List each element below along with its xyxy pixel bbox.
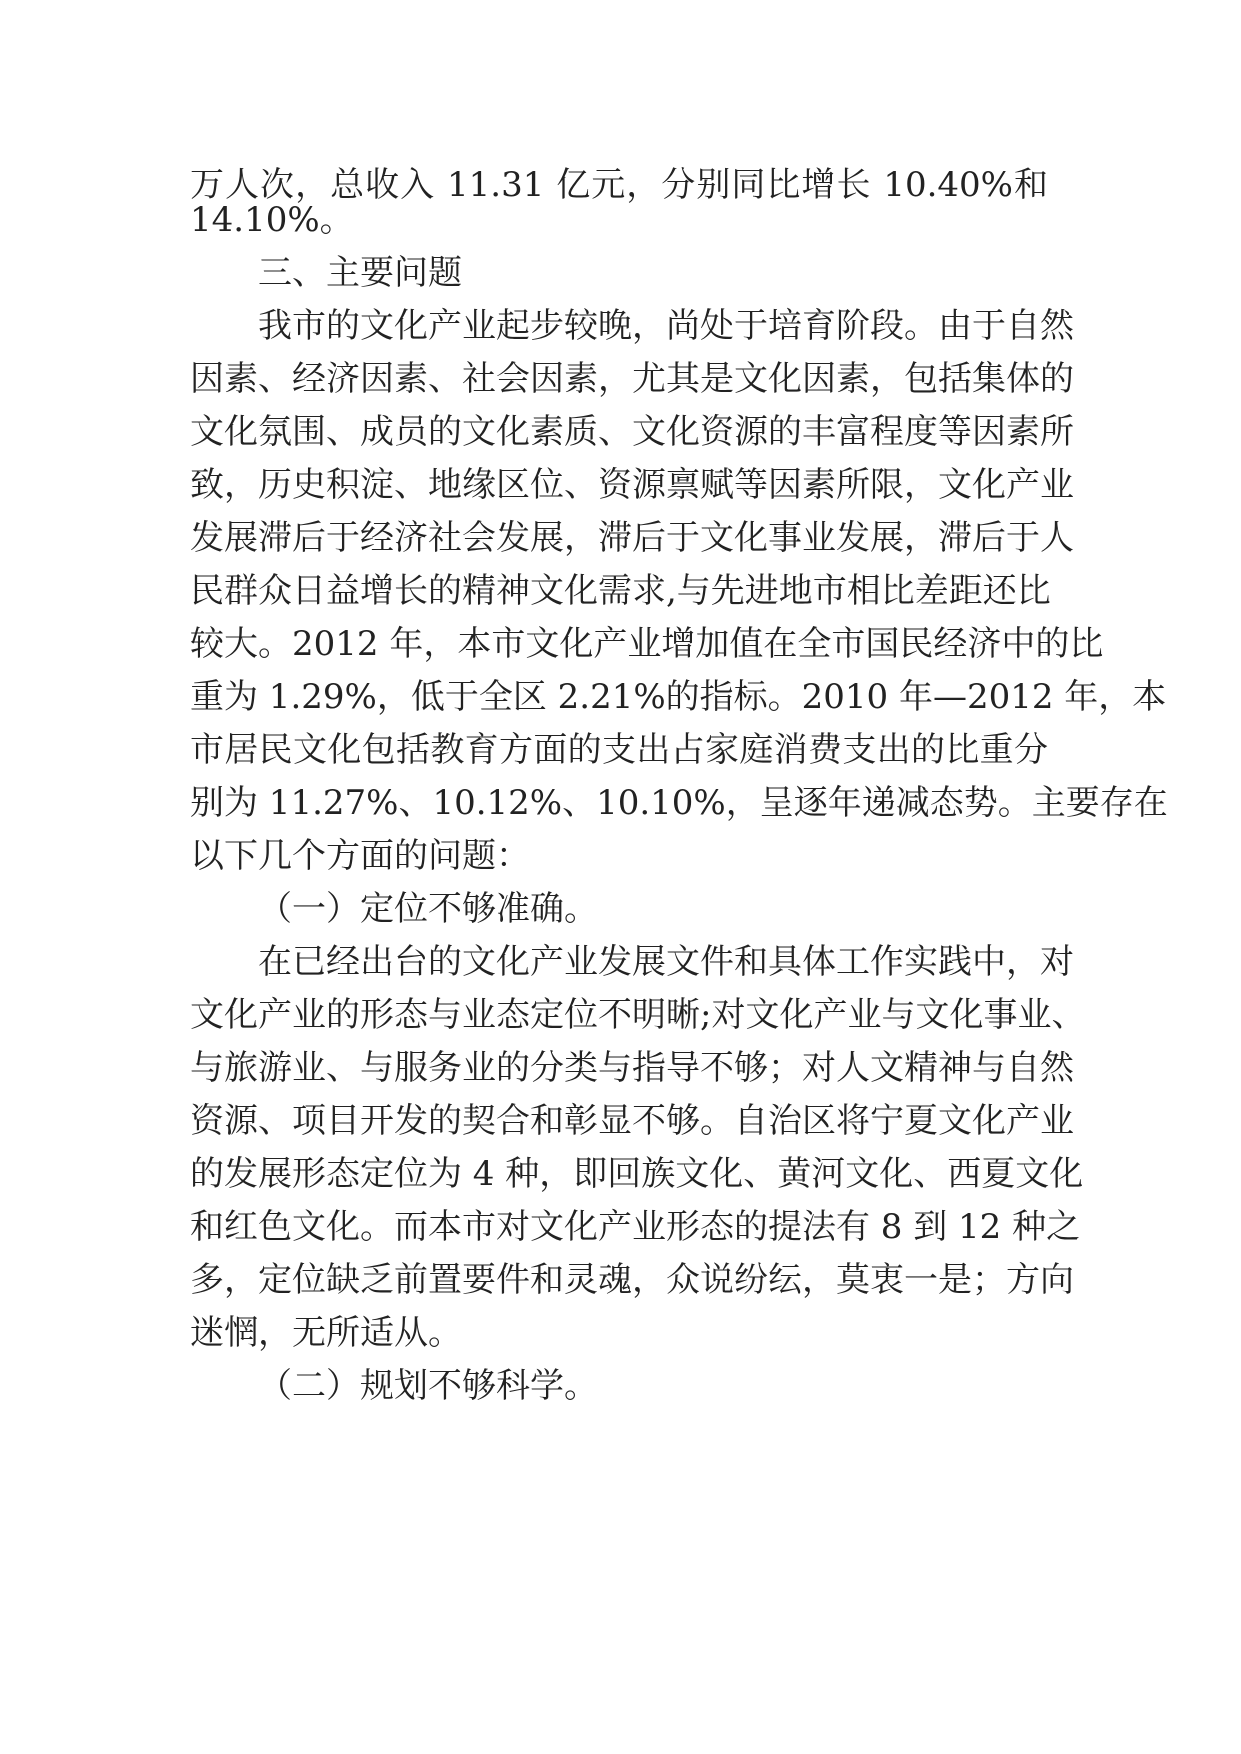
subsection-heading: （一）定位不够准确。	[258, 889, 598, 929]
body-text-line: 万人次，总收入 11.31 亿元，分别同比增长 10.40%和	[190, 165, 1048, 205]
body-text-line: 民群众日益增长的精神文化需求,与先进地市相比差距还比	[190, 571, 1051, 611]
body-text-line: 发展滞后于经济社会发展，滞后于文化事业发展，滞后于人	[190, 518, 1074, 558]
body-text-line: 我市的文化产业起步较晚，尚处于培育阶段。由于自然	[258, 306, 1074, 346]
body-text-line: 多，定位缺乏前置要件和灵魂，众说纷纭，莫衷一是；方向	[190, 1260, 1074, 1300]
body-text-line: 14.10%。	[190, 200, 354, 240]
body-text-line: 致，历史积淀、地缘区位、资源禀赋等因素所限，文化产业	[190, 465, 1074, 505]
body-text-line: 与旅游业、与服务业的分类与指导不够；对人文精神与自然	[190, 1048, 1074, 1088]
section-heading: 三、主要问题	[258, 253, 462, 293]
body-text-line: 资源、项目开发的契合和彰显不够。自治区将宁夏文化产业	[190, 1101, 1074, 1141]
body-text-line: 的发展形态定位为 4 种，即回族文化、黄河文化、西夏文化	[190, 1154, 1084, 1194]
body-text-line: 因素、经济因素、社会因素，尤其是文化因素，包括集体的	[190, 359, 1074, 399]
body-text-line: 市居民文化包括教育方面的支出占家庭消费支出的比重分	[190, 730, 1048, 770]
body-text-line: 和红色文化。而本市对文化产业形态的提法有 8 到 12 种之	[190, 1207, 1081, 1247]
body-text-line: 重为 1.29%，低于全区 2.21%的指标。2010 年—2012 年，本	[190, 677, 1167, 717]
body-text-line: 较大。2012 年，本市文化产业增加值在全市国民经济中的比	[190, 624, 1104, 664]
body-text-line: 文化产业的形态与业态定位不明晰;对文化产业与文化事业、	[190, 995, 1086, 1035]
body-text-line: 以下几个方面的问题：	[190, 836, 530, 876]
body-text-line: 迷惘，无所适从。	[190, 1313, 462, 1353]
body-text-line: 文化氛围、成员的文化素质、文化资源的丰富程度等因素所	[190, 412, 1074, 452]
subsection-heading: （二）规划不够科学。	[258, 1366, 598, 1406]
body-text-line: 别为 11.27%、10.12%、10.10%，呈逐年递减态势。主要存在	[190, 783, 1168, 823]
body-text-line: 在已经出台的文化产业发展文件和具体工作实践中，对	[258, 942, 1074, 982]
